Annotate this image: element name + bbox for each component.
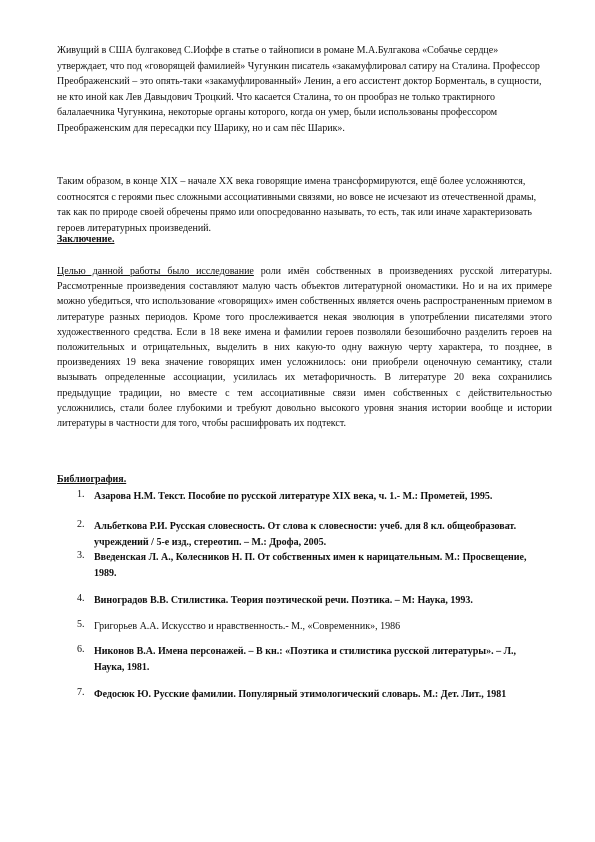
bibliography-item-text: Введенская Л. А., Колесников Н. П. От собственных имен к нарицательным. М.: Просвещение, 1989.	[94, 552, 527, 579]
bibliography-item-number: 1.	[77, 489, 85, 500]
summary-paragraph: Таким образом, в конце XIX – начале XX века говорящие имена трансформируются, ещё более усложняются, соотносятся с героями пьес сложными ассоциативными связями, но вовсе не исчезают из отечественной драмы, так как по природе своей обречены прямо или опосредованно называть, то есть, так или иначе характеризовать героев литературных произведений.	[57, 176, 537, 234]
bibliography-item-text: Федосюк Ю. Русские фамилии. Популярный этимологический словарь. М.: Дет. Лит., 1981	[94, 689, 507, 700]
bibliography-item-text: Альбеткова Р.И. Русская словесность. От слова к словесности: учеб. для 8 кл. общеобразоват. учреждений / 5-е изд., стереотип. – М.: Дрофа, 2005.	[94, 521, 517, 548]
conclusion-paragraph	[57, 264, 552, 431]
bibliography-item-text: Никонов В.А. Имена персонажей. – В кн.: «Поэтика и стилистика русской литературы». – Л., Наука, 1981.	[94, 646, 517, 673]
conclusion-heading: Заключение.	[57, 234, 115, 245]
bibliography-item-text: Азарова Н.М. Текст. Пособие по русской литературе XIX века, ч. 1.- М.: Прометей, 1995.	[94, 491, 493, 502]
conclusion-text: роли имён собственных в произведениях русской литературы. Рассмотренные произведения составляют малую часть объектов литературной ономастики. Но и на их примере можно убедиться, что использование «говорящих» имен собственных является очень распространенным приемом в литературе разных периодов. Кроме того прослеживается некая эволюция в употреблении писателями этого художественного средства. Если в 18 веке имена и фамилии героев позволяли безошибочно разделить героев на положительных и отрицательных, выделить в них какую-то одну важную черту характера, то позднее, в произведениях 19 века значение говорящих имен усложнилось: они приобрели оценочную семантику, стали вызывать определенные ассоциации, усилилась их метафоричность. В литературе 20 века сохранились предыдущие традиции, но вместе с тем ассоциативные связи имен собственных с действительностью усложнились, стали более глубокими и требуют довольно высокого уровня знания истории вообще и истории литературы в частности для того, чтобы расшифровать их подтекст.	[57, 266, 553, 430]
intro-paragraph: Живущий в США булгаковед С.Иоффе в статье о тайнописи в романе М.А.Булгакова «Собачье сердце» утверждает, что под «говорящей фамилией» Чугункин писатель «закамуфлировал сатиру на Сталина. Профессор Преображенский – это опять-таки «закамуфлированный» Ленин, а его ассистент доктор Борменталь, в сущности, не кто иной как Лев Давыдович Троцкий. Что касается Сталина, то он прообраз не только трактирного балалаечника Чугункина, некоторые органы которого, когда он умер, были использованы профессором Преображенским для пересадки псу Шарику, но и сам пёс Шарик».	[57, 45, 542, 134]
bibliography-item-number: 5.	[77, 619, 85, 630]
bibliography-item-text: Григорьев А.А. Искусство и нравственность.- М., «Современник», 1986	[94, 621, 401, 632]
bibliography-item-number: 4.	[77, 593, 85, 604]
bibliography-item-number: 6.	[77, 644, 85, 655]
bibliography-item-text: Виноградов В.В. Стилистика. Теория поэтической речи. Поэтика. – М: Наука, 1993.	[94, 595, 473, 606]
bibliography-heading: Библиография.	[57, 474, 127, 485]
bibliography-item-number: 7.	[77, 687, 85, 698]
bibliography-item-number: 2.	[77, 519, 85, 530]
conclusion-lead: Целью данной работы было исследование	[57, 266, 254, 277]
bibliography-item-number: 3.	[77, 550, 85, 561]
